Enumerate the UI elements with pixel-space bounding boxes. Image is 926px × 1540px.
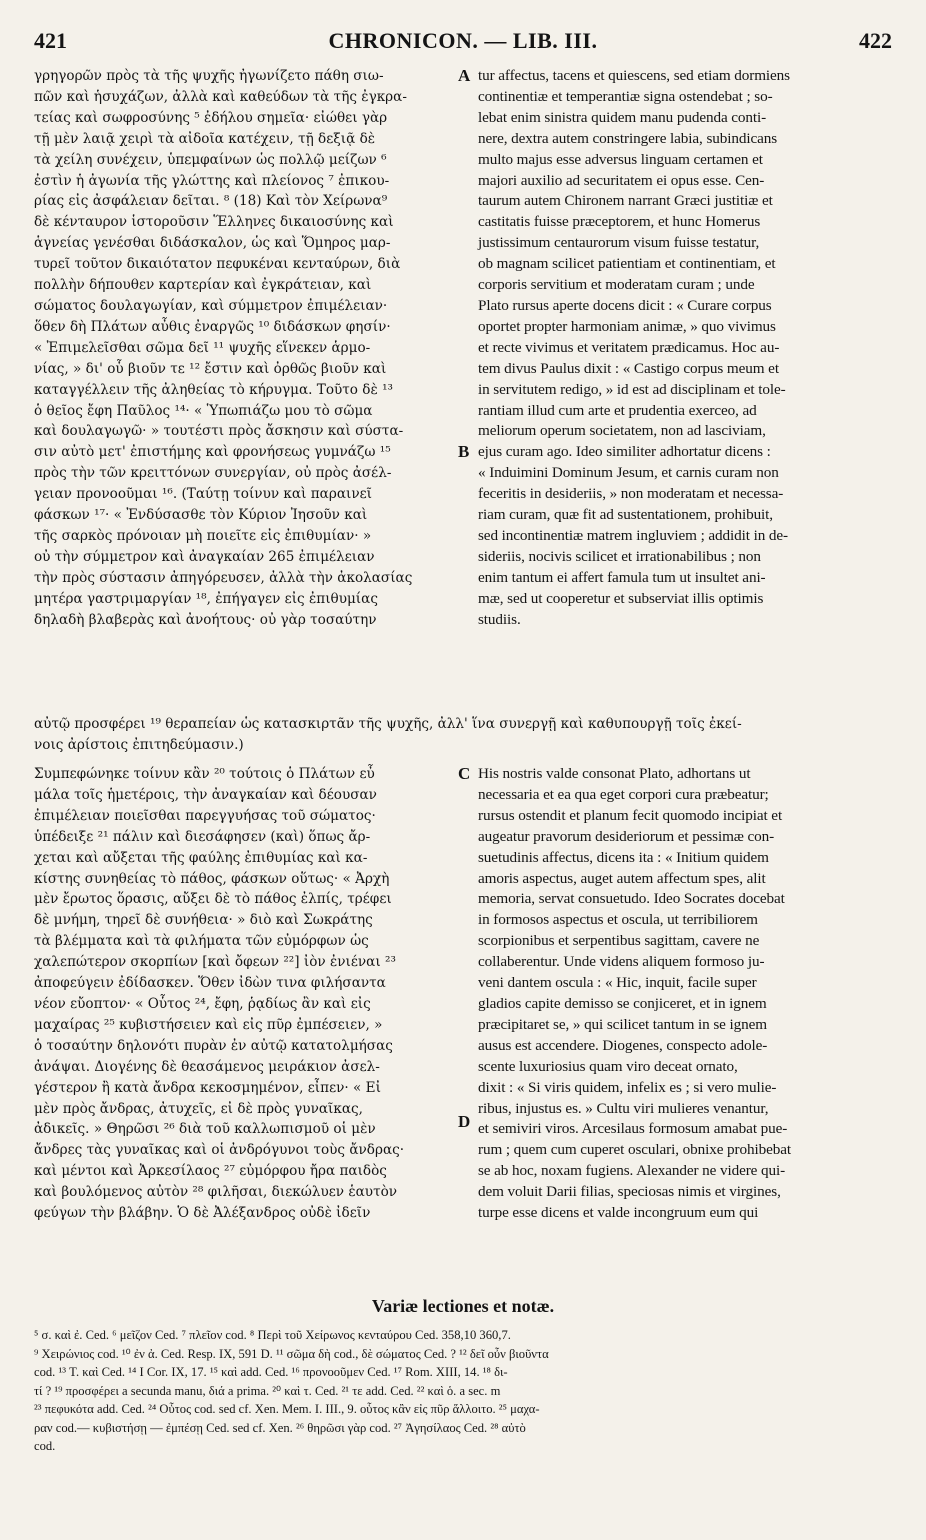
- running-header: [34, 28, 892, 62]
- page-number-right: 422: [859, 28, 892, 53]
- variant-readings-notes: ⁵ σ. καὶ ἐ. Ced. ⁶ μεῖζον Ced. ⁷ πλεῖον cod. ⁸ Περὶ τοῦ Χείρωνος κενταύρου Ced. 358,10 360,7. ⁹ Χειρώνιος cod. ¹⁰ ἐν ἀ. Ced. Resp. IX, 591 D. ¹¹ σῶμα δὴ cod., δὲ σώματος Ced. ? ¹² δεῖ οὖν βιοῦντα cod. ¹³ Τ. καὶ Ced. ¹⁴ I Cor. IX, 17. ¹⁵ καὶ add. Ced. ¹⁶ προνοοῦμεν Ced. ¹⁷ Rom. XIII, 14. ¹⁸ δι- τί ? ¹⁹ προσφέρει a secunda manu, διά a prima. ²⁰ καὶ τ. Ced. ²¹ τε add. Ced. ²² καὶ ὁ. a sec. m ²³ πεφυκότα add. Ced. ²⁴ Οὗτος cod. sed cf. Xen. Mem. I. III., 9. οὗτος κἂν εἰς πῦρ ἅλλοιτο. ²⁵ μαχα- ραν cod.— κυβιστήσῃ — ἐμπέσῃ Ced. sed cf. Xen. ²⁶ θηρῶσι γὰρ cod. ²⁷ Ἀγησίλαος Ced. ²⁸ αὐτὸ cod.: [34, 1328, 549, 1453]
- greek-column-section-1: γρηγορῶν πρὸς τὰ τῆς ψυχῆς ἠγωνίζετο πάθη σιω- πῶν καὶ ἡσυχάζων, ἀλλὰ καὶ καθεύδων τὰ τῆς ἐγκρα- τείας καὶ σωφροσύνης ⁵ ἐδήλου σημεῖα· εἰώθει γὰρ τῇ μὲν λαιᾷ χειρὶ τὰ αἰδοῖα κατέχειν, τῇ δεξιᾷ δὲ τὰ χείλη συνέχειν, ὑπεμφαίνων ὡς πολλῷ μείζων ⁶ ἐστὶν ἡ ἀγωνία τῆς γλώττης καὶ πλείονος ⁷ ἐπικου- ρίας εἰς ἀσφάλειαν δεῖται. ⁸ (18) Καὶ τὸν Χείρωνα⁹ δὲ κένταυρον ἱστοροῦσιν Ἕλληνες δικαιοσύνης καὶ ἁγνείας γενέσθαι διδάσκαλον, ὡς καὶ Ὅμηρος μαρ- τυρεῖ τοῦτον δικαιότατον πεφυκέναι κενταύρων, διὰ πολλὴν δήπουθεν καρτερίαν καὶ ἐγκράτειαν, καὶ σώματος δουλαγωγίαν, καὶ σύμμετρον ἐπιμέλειαν· ὅθεν δὴ Πλάτων αὖθις ἐναργῶς ¹⁰ διδάσκων φησίν· « Ἐπιμελεῖσθαι σῶμα δεῖ ¹¹ ψυχῆς εἵνεκεν ἁρμο- νίας, » δι' οὗ βιοῦν τε ¹² ἔστιν καὶ ὀρθῶς βιοῦν καὶ καταγγέλλειν τῆς ἀληθείας τὸ κήρυγμα. Τοῦτο δὲ ¹³ ὁ θεῖος ἔφη Παῦλος ¹⁴· « Ὑπωπιάζω μου τὸ σῶμα καὶ δουλαγωγῶ· » τουτέστι πρὸς ἄσκησιν καὶ σύστα- σιν αὐτὸ μετ' ἐπιστήμης καὶ φρονήσεως γυμνάζω ¹⁵ πρὸς τὴν τῶν κρειττόνων συνεργίαν, οὐ πρὸς ἀσέλ- γειαν προνοοῦμαι ¹⁶. (Ταύτῃ τοίνυν καὶ παραινεῖ φάσκων ¹⁷· « Ἐνδύσασθε τὸν Κύριον Ἰησοῦν καὶ τῆς σαρκὸς πρόνοιαν μὴ ποιεῖτε εἰς ἐπιθυμίαν· » οὐ τὴν σύμμετρον καὶ ἀναγκαίαν 265 ἐπιμέλειαν τὴν πρὸς σύστασιν ἀπηγόρευσεν, ἀλλὰ τὴν ἀκολασίας μητέρα γαστριμαργίαν ¹⁸, ἐπήγαγεν εἰς ἐπιθυμίας δηλαδὴ βλαβερὰς καὶ ἀνοήτους· οὐ γὰρ τοσαύτην: [34, 68, 413, 628]
- running-title: CHRONICON. — LIB. III.: [328, 28, 598, 53]
- latin-column-section-1: tur affectus, tacens et quiescens, sed etiam dormiens continentiæ et temperantiæ signa ostendebat ; so- lebat enim sinistra quidem manu pudenda conti- nere, dextra autem constringere labia, subindicans multo majus esse adversus linguam certamen et majori auxilio ad securitatem ei opus esse. Cen- taurum autem Chironem narrant Græci justitiæ et castitatis fuisse præceptorem, et hunc Homerus justissimum centaurorum visum fuisse testatur, ob magnam scilicet patientiam et continentiam, et corporis servitium et moderatam curam ; unde Plato rursus aperte docens dicit : « Curare corpus oportet propter harmoniam animæ, » quo vivimus et recte vivimus et veritatem prædicamus. Hoc au- tem divus Paulus dixit : « Castigo corpus meum et in servitutem redigo, » id est ad disciplinam et tole- rantiam illud cum arte et prudentia exerceo, ad meliorum operum societatem, non ad lasciviam, ejus curam ago. Ideo similiter adhortatur dicens : « Induimini Dominum Jesum, et carnis curam non feceritis in desideriis, » non moderatam et necessa- riam curam, quæ fit ad sustentationem, prohibuit, sed incontinentiæ matrem ingluviem ; addidit in de- sideriis, nocivis scilicet et irrationabilibus ; non enim tantum ei affert famula tum ut insultet ani- mæ, sed ut cooperetur et subserviat illis optimis studiis.: [478, 67, 790, 628]
- margin-marker-b: B: [458, 442, 470, 461]
- margin-marker-a: A: [458, 66, 471, 85]
- margin-marker-c: C: [458, 764, 471, 783]
- greek-column-section-2: Συμπεφώνηκε τοίνυν κἂν ²⁰ τούτοις ὁ Πλάτων εὖ μάλα τοῖς ἡμετέροις, τὴν ἀναγκαίαν καὶ δέουσαν ἐπιμέλειαν ποιεῖσθαι παρεγγυήσας τοῦ σώματος· ὑπέδειξε ²¹ πάλιν καὶ διεσάφησεν (καὶ) ὅπως ἄρ- χεται καὶ αὔξεται τῆς φαύλης ἐπιθυμίας καὶ κα- κίστης συνηθείας τὸ πάθος, φάσκων οὕτως· « Ἀρχὴ μὲν ἔρωτος ὅρασις, αὔξει δὲ τὸ πάθος ἐλπίς, τρέφει δὲ μνήμη, τηρεῖ δὲ συνήθεια· » διὸ καὶ Σωκράτης τὰ βλέμματα καὶ τὰ φιλήματα τῶν εὐμόρφων ὡς χαλεπώτερον σκορπίων [καὶ ὄφεων ²²] ἰὸν ἐνιέναι ²³ ἀποφεύγειν ἐδίδασκεν. Ὅθεν ἰδὼν τινα φιλήσαντα νέον εὔοπτον· « Οὗτος ²⁴, ἔφη, ῥᾳδίως ἂν καὶ εἰς μαχαίρας ²⁵ κυβιστήσειεν καὶ εἰς πῦρ ἐμπέσειεν, » ὁ τοσαύτην δηλονότι πυρὰν ἐν αὐτῷ κατατολμήσας ἀνάψαι. Διογένης δὲ θεασάμενος μειράκιον ἀσελ- γέστερον ἢ κατὰ ἄνδρα κεκοσμημένον, εἶπεν· « Εἰ μὲν πρὸς ἄνδρας, ἀτυχεῖς, εἰ δὲ πρὸς γυναῖκας, ἀδικεῖς. » Θηρῶσι ²⁶ διὰ τοῦ καλλωπισμοῦ οἱ μὲν ἄνδρες τὰς γυναῖκας καὶ οἱ ἀνδρόγυνοι τοὺς ἄνδρας· καὶ μέντοι καὶ Ἀρκεσίλαος ²⁷ εὐμόρφου ἤρα παιδὸς καὶ βουλόμενος αὐτὸν ²⁸ φιλῆσαι, διεκώλυεν ἑαυτὸν φεύγων τὴν βλάβην. Ὁ δὲ Ἀλέξανδρος οὐδὲ ἰδεῖν: [34, 766, 405, 1222]
- notes-heading: Variæ lectiones et notæ.: [371, 1296, 555, 1316]
- margin-marker-d: D: [458, 1112, 471, 1131]
- greek-bridge-line: αὐτῷ προσφέρει ¹⁹ θεραπείαν ὡς κατασκιρτᾶν τῆς ψυχῆς, ἀλλ' ἵνα συνεργῇ καὶ καθυπουργῇ τοῖς ἐκεί- νοις ἀρίστοις ἐπιτηδεύμασιν.): [34, 716, 742, 753]
- page-number-left: 421: [34, 28, 67, 53]
- latin-column-section-2: His nostris valde consonat Plato, adhortans ut necessaria et ea qua eget corpori cura præbeatur; rursus ostendit et planum fecit quomodo incipiat et augeatur pravorum desideriorum et pessimæ con- suetudinis affectus, dicens ita : « Initium quidem amoris aspectus, auget autem affectum spes, alit memoria, servat consuetudo. Ideo Socrates docebat in formosos aspectus et oscula, ut terribiliorem scorpionibus et serpentibus sagittam, cavere ne collaberentur. Unde videns aliquem formoso ju- veni dantem oscula : « Hic, inquit, facile super gladios capite demisso se conjiceret, et in ignem præcipitaret se, » qui scilicet tantum in se ignem ausus est accendere. Diogenes, conspecto adole- scente luxuriosius quam viro deceat ornato, dixit : « Si viris quidem, infelix es ; si vero mulie- ribus, injustus es. » Cultu viri mulieres venantur, et semiviri viros. Arcesilaus formosum amabat pue- rum ; quem cum cuperet osculari, obnixe prohibebat se ab hoc, noxam fugiens. Alexander ne videre qui- dem voluit Darii filias, speciosas nimis et virgines, turpe esse dicens et valde incongruum eum qui: [478, 765, 791, 1222]
